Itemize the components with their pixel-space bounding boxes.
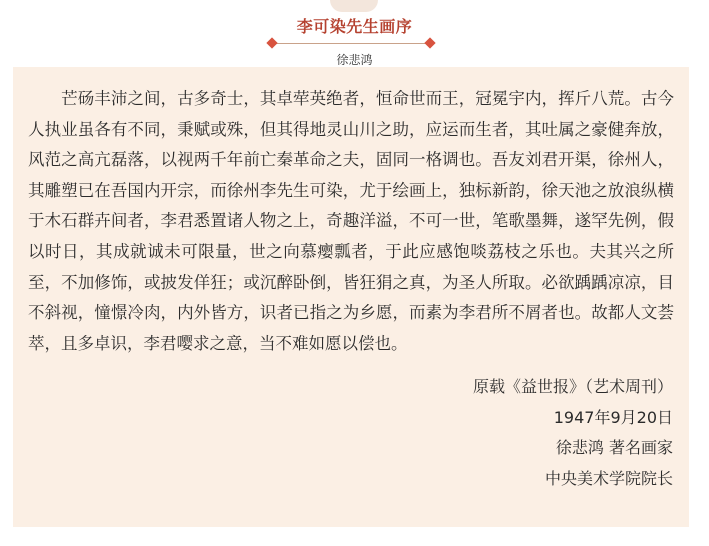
article-header [0, 0, 709, 70]
left-diamond-ornament [266, 37, 277, 48]
title-divider [275, 43, 433, 44]
right-diamond-ornament [424, 37, 435, 48]
position-line: 中央美术学院院长 [544, 468, 673, 488]
signature-line: 徐悲鸿 著名画家 [555, 438, 673, 457]
signature-block [473, 372, 673, 494]
article-author: 徐悲鸿 [336, 53, 373, 67]
article-paragraph: 芒砀丰沛之间，古多奇士，其卓荦英绝者，恒命世而王，冠冕宇内，挥斤八荒。古今人执业虽各有不同，秉赋或殊，但其得地灵山川之助，应运而生者，其吐属之豪健奔放，风范之高亢磊落，以视两千年前亡秦革命之夫，固同一格调也。吾友刘君开渠，徐州人，其雕塑已在吾国内开宗，而徐州李先生可染，尤于绘画上，独标新韵，徐天池之放浪纵横于木石群卉间者，李君悉置诸人物之上，奇趣洋溢，不可一世，笔歌墨舞，遂罕先例，假以时日，其成就诚未可限量，世之向慕瘿瓢者，于此应感饱啖荔枝之乐也。夫其兴之所至，不加修饰，或披发佯狂；或沉醉卧倒，皆狂狷之真，为圣人所取。必欲踽踽凉凉，目不斜视，憧憬冷肉，内外皆方，识者已指之为乡愿，而素为李君所不屑者也。故都人文荟萃，且多卓识，李君嘤求之意，当不难如愿以偿也。 [28, 89, 674, 353]
date-line: 1947年9月20日 [553, 407, 673, 427]
header-badge [330, 0, 378, 12]
article-title: 李可染先生画序 [296, 17, 413, 36]
source-line: 原载《益世报》（艺术周刊） [472, 377, 673, 396]
